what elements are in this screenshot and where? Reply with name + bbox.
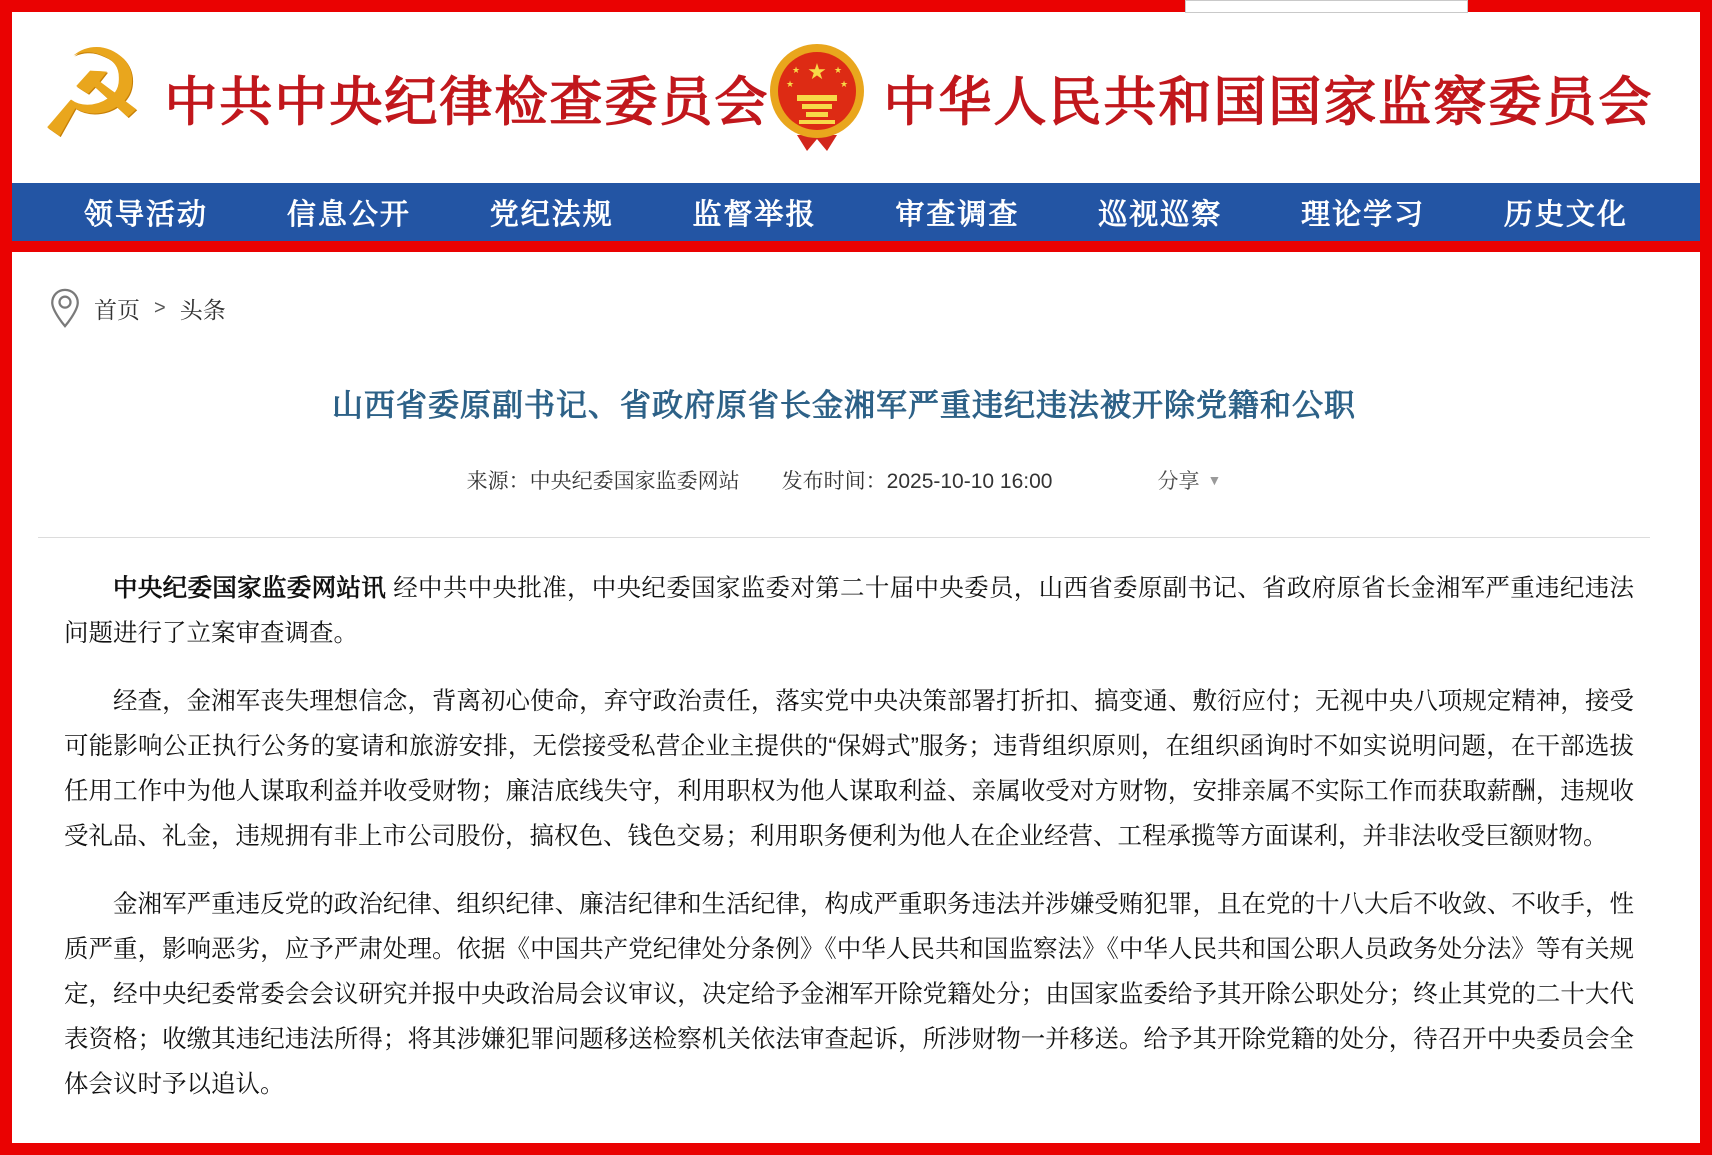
nsc-site-name: 中华人民共和国国家监察委员会 [883,72,1654,132]
svg-text:★: ★ [792,64,801,75]
article-source: 来源：中央纪委国家监委网站 [466,470,740,493]
nav-item-supervision-report[interactable]: 监督举报 [692,198,817,231]
breadcrumb-current[interactable]: 头条 [179,296,226,323]
nav-item-review-investigation[interactable]: 审查调查 [895,198,1020,231]
breadcrumb [38,288,1650,328]
main-nav [12,183,1700,241]
article-publish-time: 发布时间：2025-10-10 16:00 [781,470,1053,493]
article-body [38,538,1650,1107]
svg-text:★: ★ [840,78,849,89]
svg-text:★: ★ [834,64,843,75]
ccdi-site-name: 中共中央纪律检查委员会 [164,72,770,132]
party-emblem-icon: ☭ [37,25,147,162]
paragraph: 金湘军严重违反党的政治纪律、组织纪律、廉洁纪律和生活纪律，构成严重职务违法并涉嫌受贿犯罪，且在党的十八大后不收敛、不收手，性质严重，影响恶劣，应予严肃处理。依据《中国共产党纪律处分条例》《中华人民共和国监察法》《中华人民共和国公职人员政务处分法》等有关规定，经中央纪委常委会会议研究并报中央政治局会议审议，决定给予金湘军开除党籍处分；由国家监委给予其开除公职处分；终止其党的二十大代表资格；收缴其违纪违法所得；将其涉嫌犯罪问题移送检察机关依法审查起诉，所涉财物一并移送。给予其开除党籍的处分，待召开中央委员会全体会议时予以追认。 [64,891,1634,1098]
national-emblem-icon [769,43,865,153]
content-area [12,252,1700,1143]
nav-item-inspection[interactable]: 巡视巡察 [1098,198,1223,231]
nav-item-info-disclosure[interactable]: 信息公开 [286,198,411,231]
share-button[interactable]: 分享 ▼ [1157,470,1222,493]
location-pin-icon [50,288,80,328]
ccdi-brand[interactable] [37,25,770,162]
nav-item-theory-study[interactable]: 理论学习 [1301,198,1426,231]
svg-text:★: ★ [786,78,795,89]
breadcrumb-separator: > [154,296,166,319]
caret-down-icon: ▼ [1207,472,1222,488]
paragraph: 经查，金湘军丧失理想信念，背离初心使命，弃守政治责任，落实党中央决策部署打折扣、搞变通、敷衍应付；无视中央八项规定精神，接受可能影响公正执行公务的宴请和旅游安排，无偿接受私营企业主提供的“保姆式”服务；违背组织原则，在组织函询时不如实说明问题，在干部选拔任用工作中为他人谋取利益并收受财物；廉洁底线失守，利用职权为他人谋取利益、亲属收受对方财物，安排亲属不实际工作而获取薪酬，违规收受礼品、礼金，违规拥有非上市公司股份，搞权色、钱色交易；利用职务便利为他人在企业经营、工程承揽等方面谋利，并非法收受巨额财物。 [64,688,1634,850]
article-title: 山西省委原副书记、省政府原省长金湘军严重违纪违法被开除党籍和公职 [332,388,1356,423]
article-meta [38,465,1650,495]
top-right-white-box [1185,0,1468,13]
paragraph: 中央纪委国家监委网站讯 经中共中央批准，中央纪委国家监委对第二十届中央委员，山西省委原副书记、省政府原省长金湘军严重违纪违法问题进行了立案审查调查。 [64,575,1635,647]
nav-item-leadership[interactable]: 领导活动 [84,198,209,231]
svg-text:★: ★ [807,58,828,84]
nsc-brand[interactable] [769,43,1653,153]
nav-item-history-culture[interactable]: 历史文化 [1503,198,1628,231]
breadcrumb-home[interactable]: 首页 [94,296,140,323]
site-header [12,12,1700,183]
nav-item-party-rules[interactable]: 党纪法规 [489,198,614,231]
